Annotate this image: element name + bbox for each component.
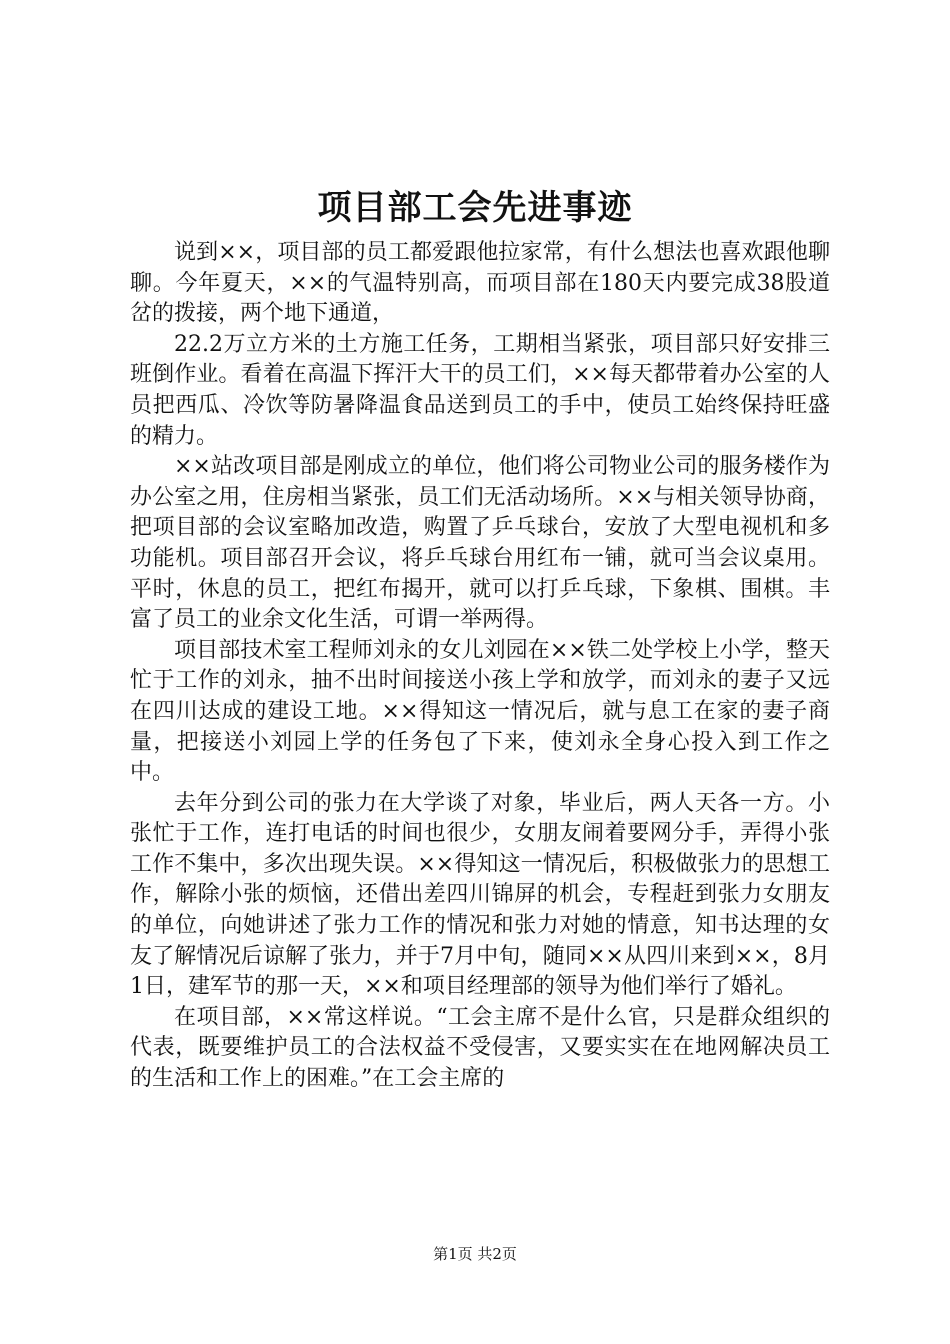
document-title: 项目部工会先进事迹 — [317, 188, 633, 228]
paragraph: 22.2万立方米的土方施工任务，工期相当紧张，项目部只好安排三班倒作业。看着在高温下挥汗大干的员工们，××每天都带着办公室的人员把西瓜、冷饮等防暑降温食品送到员工的手中，使员工始终保持旺盛的精力。 — [130, 331, 830, 449]
paragraph: 说到××，项目部的员工都爱跟他拉家常，有什么想法也喜欢跟他聊聊。今年夏天，××的气温特别高，而项目部在180天内要完成38股道岔的拨接，两个地下通道， — [130, 240, 830, 327]
page-number-footer: 第1页 共2页 — [433, 1245, 517, 1263]
paragraph: 项目部技术室工程师刘永的女儿刘园在××铁二处学校上小学，整天忙于工作的刘永，抽不出时间接送小孩上学和放学，而刘永的妻子又远在四川达成的建设工地。××得知这一情况后，就与息工在家的妻子商量，把接送小刘园上学的任务包了下来，使刘永全身心投入到工作之中。 — [130, 637, 830, 786]
paragraph: 在项目部，××常这样说。“工会主席不是什么官，只是群众组织的代表，既要维护员工的合法权益不受侵害，又要实实在在地网解决员工的生活和工作上的困难。”在工会主席的 — [130, 1004, 830, 1092]
paragraph: 去年分到公司的张力在大学谈了对象，毕业后，两人天各一方。小张忙于工作，连打电话的时间也很少，女朋友闹着要网分手，弄得小张工作不集中，多次出现失误。××得知这一情况后，积极做张力的思想工作，解除小张的烦恼，还借出差四川锦屏的机会，专程赶到张力女朋友的单位，向她讲述了张力工作的情况和张力对她的情意，知书达理的女友了解情况后谅解了张力，并于7月中旬，随同××从四川来到××，8月1日，建军节的那一天，××和项目经理部的领导为他们举行了婚礼。 — [130, 790, 830, 1000]
document-body — [130, 238, 830, 1095]
paragraph: ××站改项目部是刚成立的单位，他们将公司物业公司的服务楼作为办公室之用，住房相当紧张，员工们无活动场所。××与相关领导协商，把项目部的会议室略加改造，购置了乒乓球台，安放了大型电视机和多功能机。项目部召开会议，将乒乓球台用红布一铺，就可当会议桌用。平时，休息的员工，把红布揭开，就可以打乒乓球，下象棋、围棋。丰富了员工的业余文化生活，可谓一举两得。 — [130, 454, 830, 633]
